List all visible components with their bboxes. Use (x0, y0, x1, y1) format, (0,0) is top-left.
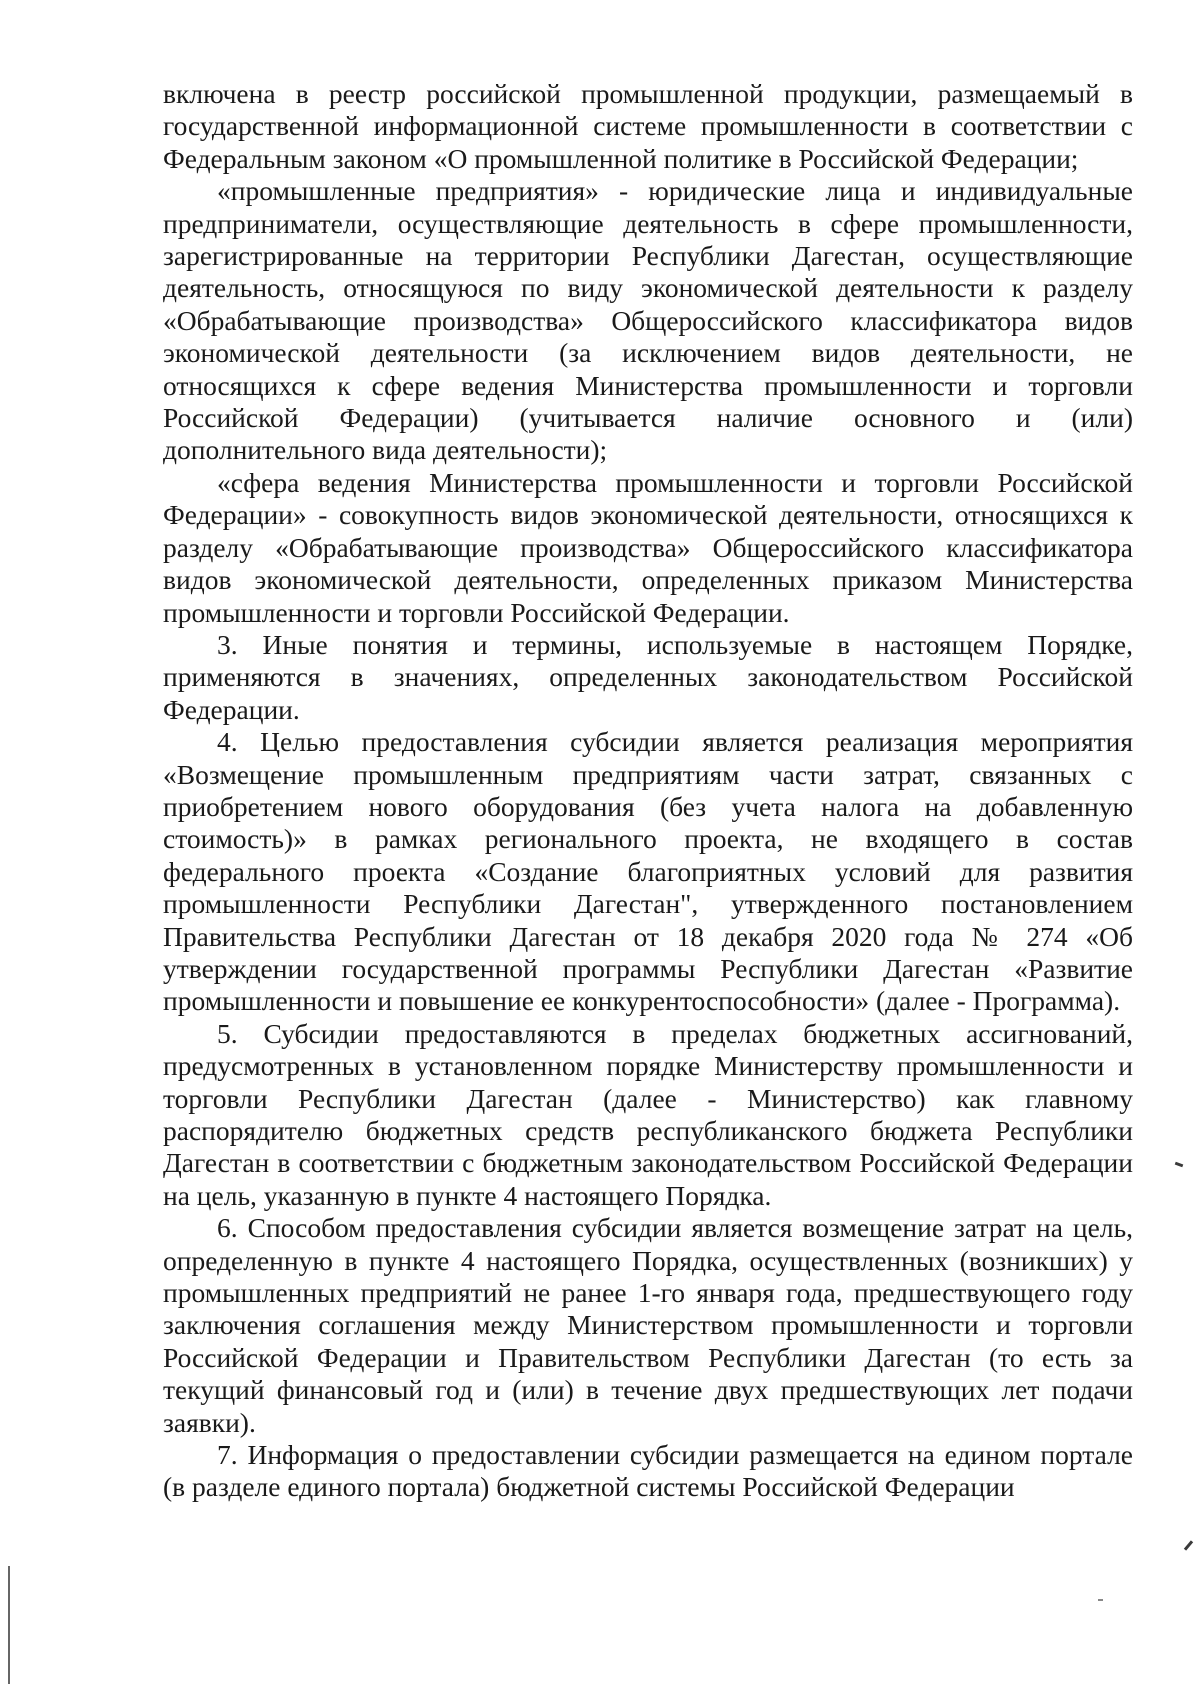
paragraph-continuation: включена в реестр российской промышленной продукции, размещаемый в государственной информационной системе промышленности в соответствии с Федеральным законом «О промышленной политике в Российской Федерации; (163, 78, 1133, 174)
paragraph-item-4: 4. Целью предоставления субсидии является реализация мероприятия «Возмещение промышленным предприятиям части затрат, связанных с приобретением нового оборудования (без учета налога на добавленную стоимость)» в рамках регионального проекта, не входящего в состав федерального проекта «Создание благоприятных условий для развития промышленности Республики Дагестан", утвержденного постановлением Правительства Республики Дагестан от 18 декабря 2020 года № 274 «Об утверждении государственной программы Республики Дагестан «Развитие промышленности и повышение ее конкурентоспособности» (далее - Программа). (163, 726, 1133, 1017)
paragraph-definition-ministry-scope: «сфера ведения Министерства промышленности и торговли Российской Федерации» - совокупность видов экономической деятельности, относящихся к разделу «Обрабатывающие производства» Общероссийского классификатора видов экономической деятельности, определенных приказом Министерства промышленности и торговли Российской Федерации. (163, 466, 1133, 628)
paragraph-item-6: 6. Способом предоставления субсидии является возмещение затрат на цель, определенную в пункте 4 настоящего Порядка, осуществленных (возникших) у промышленных предприятий не ранее 1-го января года, предшествующего году заключения соглашения между Министерством промышленности и торговли Российской Федерации и Правительством Республики Дагестан (то есть за текущий финансовый год и (или) в течение двух предшествующих лет подачи заявки). (163, 1212, 1133, 1438)
document-body (163, 78, 1133, 1504)
scan-speck (1184, 1540, 1193, 1550)
scan-speck (1098, 1599, 1103, 1601)
paragraph-item-7: 7. Информация о предоставлении субсидии размещается на едином портале (в разделе единого портала) бюджетной системы Российской Федерации (163, 1439, 1133, 1503)
scan-speck (1175, 1162, 1184, 1168)
scan-margin-line (8, 1566, 10, 1684)
paragraph-definition-industrial-enterprises: «промышленные предприятия» - юридические лица и индивидуальные предприниматели, осуществляющие деятельность в сфере промышленности, зарегистрированные на территории Республики Дагестан, осуществляющие деятельность, относящуюся по виду экономической деятельности к разделу «Обрабатывающие производства» Общероссийского классификатора видов экономической деятельности (за исключением видов деятельности, не относящихся к сфере ведения Министерства промышленности и торговли Российской Федерации) (учитывается наличие основного и (или) дополнительного вида деятельности); (163, 175, 1133, 466)
paragraph-item-3: 3. Иные понятия и термины, используемые в настоящем Порядке, применяются в значениях, определенных законодательством Российской Федерации. (163, 628, 1133, 725)
paragraph-item-5: 5. Субсидии предоставляются в пределах бюджетных ассигнований, предусмотренных в установленном порядке Министерству промышленности и торговли Республики Дагестан (далее - Министерство) как главному распорядителю бюджетных средств республиканского бюджета Республики Дагестан в соответствии с бюджетным законодательством Российской Федерации на цель, указанную в пункте 4 настоящего Порядка. (163, 1017, 1133, 1211)
